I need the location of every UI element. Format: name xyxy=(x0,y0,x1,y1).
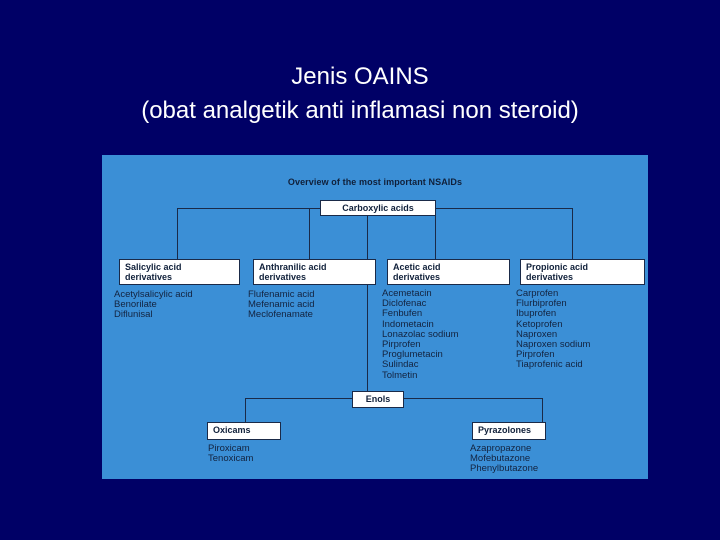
list-item: Lonazolac sodium xyxy=(382,328,459,340)
list-item: Benorilate xyxy=(114,299,157,311)
salicylic-acid-box xyxy=(119,259,240,285)
connector-anthranilic xyxy=(309,208,310,259)
anthranilic-label-line1: Anthranilic acid xyxy=(259,262,327,272)
list-item: Naproxen sodium xyxy=(516,339,591,351)
list-item: Diflunisal xyxy=(114,309,153,321)
figure-title: Overview of the most important NSAIDs xyxy=(287,177,463,187)
connector-pyrazolones xyxy=(542,398,543,422)
oxicams-label: Oxicams xyxy=(213,425,251,435)
oxicams-box xyxy=(207,422,281,440)
connector-salicylic xyxy=(177,208,178,259)
list-item: Pirprofen xyxy=(382,339,421,351)
list-item: Mefenamic acid xyxy=(248,299,315,311)
list-item: Ibuprofen xyxy=(516,308,557,320)
oxicams-drug-list xyxy=(208,444,253,464)
propionic-acid-box xyxy=(520,259,645,285)
list-item: Proglumetacin xyxy=(382,349,443,361)
list-item: Phenylbutazone xyxy=(470,463,539,475)
propionic-label-line1: Propionic acid xyxy=(526,262,589,272)
list-item: Meclofenamate xyxy=(248,309,313,321)
enols-box xyxy=(352,391,404,408)
list-item: Flurbiprofen xyxy=(516,298,567,310)
acetic-acid-box xyxy=(387,259,510,285)
salicylic-label-line2: derivatives xyxy=(125,272,173,282)
list-item: Carprofen xyxy=(516,288,559,299)
pyrazolones-box xyxy=(472,422,546,440)
list-item: Mofebutazone xyxy=(470,453,531,465)
carboxylic-acids-label: Carboxylic acids xyxy=(342,203,414,213)
connector-propionic xyxy=(572,208,573,259)
anthranilic-label-line2: derivatives xyxy=(259,272,307,282)
list-item: Tiaprofenic acid xyxy=(516,359,583,371)
enols-label: Enols xyxy=(365,394,391,404)
list-item: Azapropazone xyxy=(470,443,532,454)
propionic-label-line2: derivatives xyxy=(526,272,574,282)
acetic-label-line1: Acetic acid xyxy=(393,262,441,272)
list-item: Acemetacin xyxy=(382,288,432,299)
list-item: Naproxen xyxy=(516,328,558,340)
list-item: Sulindac xyxy=(382,359,419,371)
pyrazolones-label: Pyrazolones xyxy=(478,425,532,435)
list-item: Ketoprofen xyxy=(516,318,563,330)
list-item: Diclofenac xyxy=(382,298,427,310)
list-item: Tenoxicam xyxy=(208,453,254,465)
propionic-drug-list xyxy=(516,289,590,371)
slide-title-line2: (obat analgetik anti inflamasi non steroid) xyxy=(141,97,579,124)
list-item: Piroxicam xyxy=(208,443,250,454)
salicylic-drug-list xyxy=(114,290,193,321)
anthranilic-acid-box xyxy=(253,259,376,285)
list-item: Indometacin xyxy=(382,318,434,330)
carboxylic-acids-box xyxy=(320,200,436,216)
salicylic-label-line1: Salicylic acid xyxy=(125,262,182,272)
anthranilic-drug-list xyxy=(248,290,315,321)
list-item: Pirprofen xyxy=(516,349,555,361)
acetic-label-line2: derivatives xyxy=(393,272,441,282)
list-item: Fenbufen xyxy=(382,308,423,320)
list-item: Tolmetin xyxy=(382,369,418,381)
nsaid-overview-figure xyxy=(102,155,648,479)
slide-title-line1: Jenis OAINS xyxy=(291,63,429,90)
list-item: Acetylsalicylic acid xyxy=(114,289,193,300)
pyrazolones-drug-list xyxy=(470,444,538,475)
connector-trunk xyxy=(367,216,368,398)
acetic-drug-list xyxy=(382,289,459,381)
list-item: Flufenamic acid xyxy=(248,289,315,300)
connector-oxicams xyxy=(245,398,246,422)
